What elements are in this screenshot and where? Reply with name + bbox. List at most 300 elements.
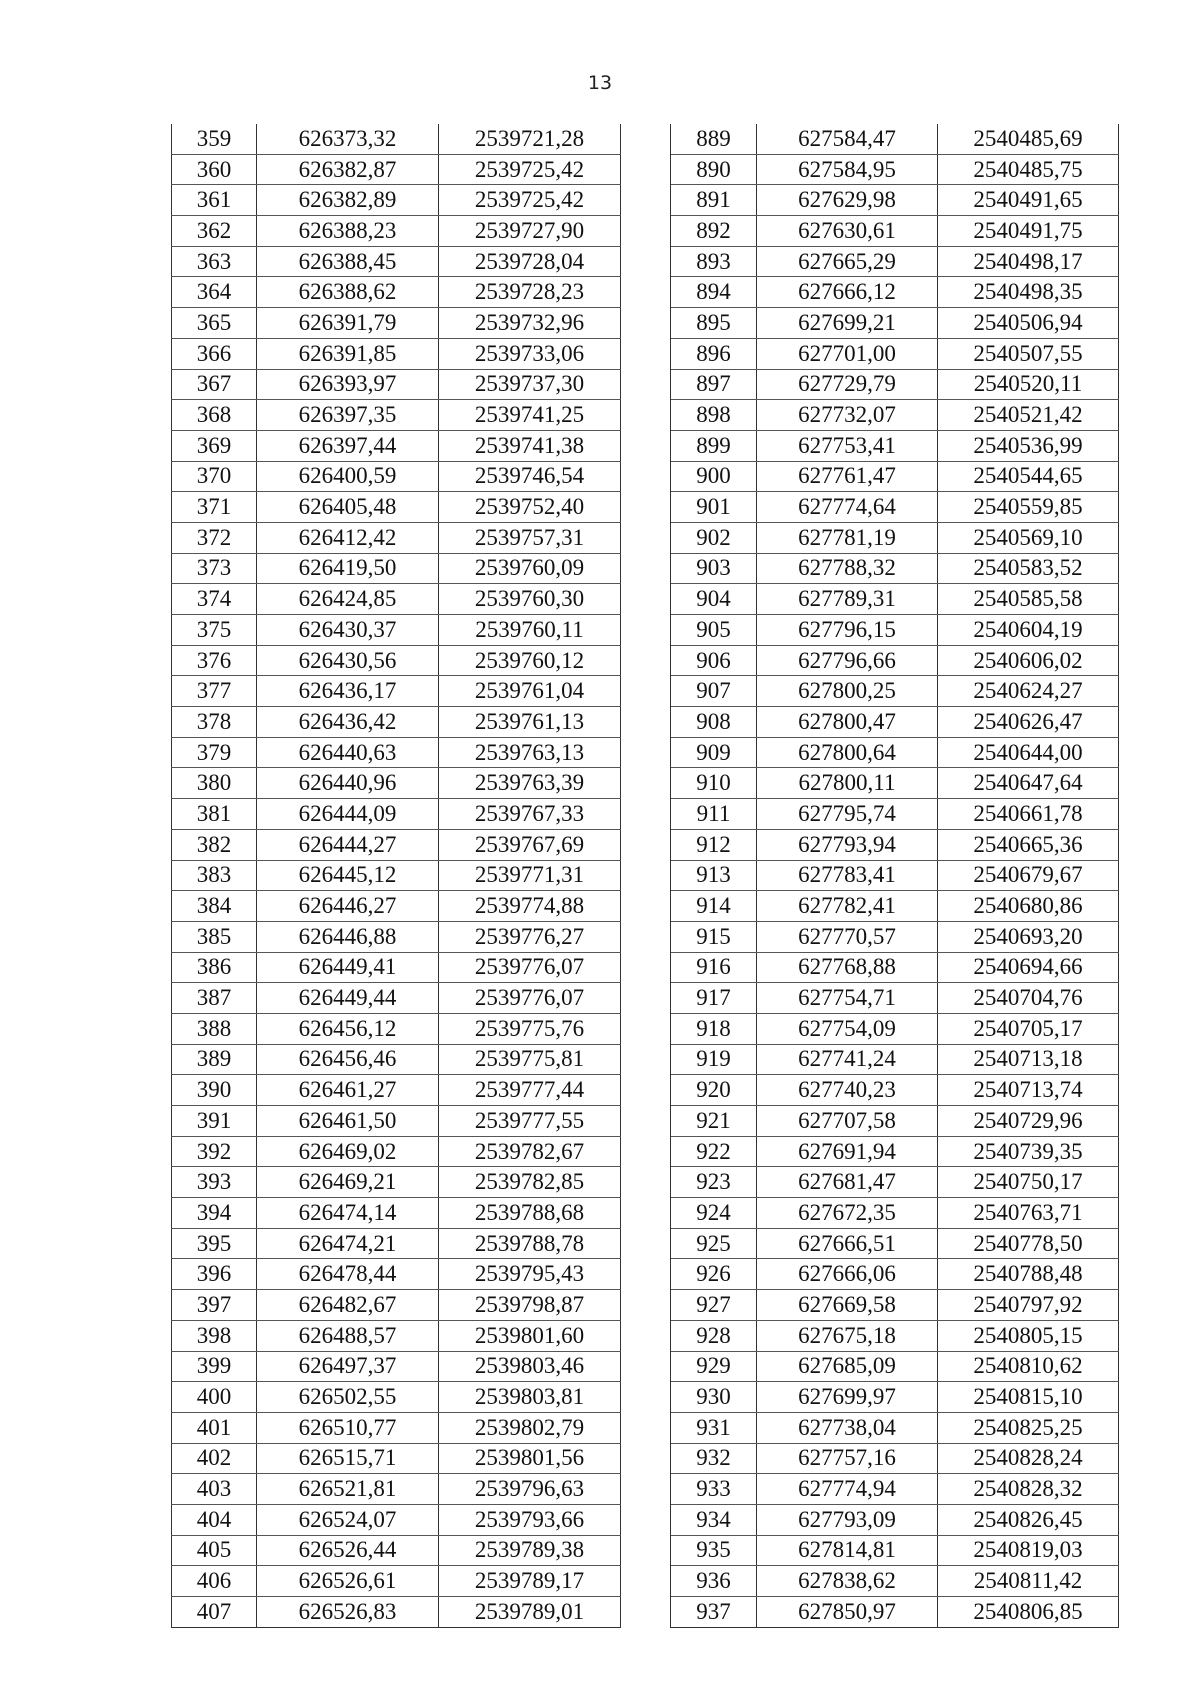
right-y-coordinate: 2540805,15 [938, 1320, 1119, 1351]
left-x-coordinate: 626393,97 [257, 369, 439, 400]
right-point-number: 937 [671, 1597, 757, 1628]
table-row [172, 154, 1119, 185]
column-gap [621, 553, 671, 584]
right-x-coordinate: 627666,51 [757, 1228, 938, 1259]
right-point-number: 934 [671, 1504, 757, 1535]
right-y-coordinate: 2540680,86 [938, 891, 1119, 922]
left-y-coordinate: 2539788,78 [439, 1228, 621, 1259]
table-row [172, 522, 1119, 553]
left-point-number: 386 [172, 952, 257, 983]
table-row [172, 277, 1119, 308]
left-y-coordinate: 2539782,85 [439, 1167, 621, 1198]
left-x-coordinate: 626419,50 [257, 553, 439, 584]
right-point-number: 921 [671, 1106, 757, 1137]
left-point-number: 369 [172, 430, 257, 461]
left-point-number: 359 [172, 124, 257, 154]
table-row [172, 615, 1119, 646]
left-x-coordinate: 626446,88 [257, 921, 439, 952]
left-point-number: 370 [172, 461, 257, 492]
column-gap [621, 124, 671, 154]
right-point-number: 895 [671, 308, 757, 339]
left-point-number: 399 [172, 1351, 257, 1382]
left-y-coordinate: 2539789,38 [439, 1535, 621, 1566]
table-row [172, 553, 1119, 584]
right-x-coordinate: 627584,47 [757, 124, 938, 154]
table-row [172, 216, 1119, 247]
column-gap [621, 154, 671, 185]
column-gap [621, 1044, 671, 1075]
table-row [172, 737, 1119, 768]
right-y-coordinate: 2540788,48 [938, 1259, 1119, 1290]
right-x-coordinate: 627681,47 [757, 1167, 938, 1198]
left-y-coordinate: 2539788,68 [439, 1198, 621, 1229]
left-x-coordinate: 626445,12 [257, 860, 439, 891]
column-gap [621, 1198, 671, 1229]
column-gap [621, 308, 671, 339]
table-row [172, 1474, 1119, 1505]
left-point-number: 376 [172, 645, 257, 676]
left-point-number: 365 [172, 308, 257, 339]
right-point-number: 925 [671, 1228, 757, 1259]
right-point-number: 906 [671, 645, 757, 676]
column-gap [621, 1106, 671, 1137]
left-x-coordinate: 626391,79 [257, 308, 439, 339]
left-x-coordinate: 626469,02 [257, 1136, 439, 1167]
right-x-coordinate: 627788,32 [757, 553, 938, 584]
left-y-coordinate: 2539789,17 [439, 1566, 621, 1597]
column-gap [621, 1228, 671, 1259]
coordinates-table-body [172, 124, 1119, 1627]
left-x-coordinate: 626424,85 [257, 584, 439, 615]
right-point-number: 911 [671, 799, 757, 830]
left-x-coordinate: 626436,42 [257, 707, 439, 738]
right-x-coordinate: 627691,94 [757, 1136, 938, 1167]
right-point-number: 894 [671, 277, 757, 308]
right-point-number: 901 [671, 492, 757, 523]
left-y-coordinate: 2539795,43 [439, 1259, 621, 1290]
table-row [172, 1382, 1119, 1413]
left-point-number: 392 [172, 1136, 257, 1167]
left-y-coordinate: 2539760,09 [439, 553, 621, 584]
right-point-number: 915 [671, 921, 757, 952]
right-y-coordinate: 2540693,20 [938, 921, 1119, 952]
right-x-coordinate: 627665,29 [757, 246, 938, 277]
left-point-number: 363 [172, 246, 257, 277]
right-x-coordinate: 627814,81 [757, 1535, 938, 1566]
left-y-coordinate: 2539777,44 [439, 1075, 621, 1106]
left-x-coordinate: 626373,32 [257, 124, 439, 154]
left-x-coordinate: 626456,46 [257, 1044, 439, 1075]
left-point-number: 360 [172, 154, 257, 185]
right-point-number: 923 [671, 1167, 757, 1198]
right-point-number: 890 [671, 154, 757, 185]
right-point-number: 891 [671, 185, 757, 216]
column-gap [621, 1597, 671, 1628]
column-gap [621, 1167, 671, 1198]
left-y-coordinate: 2539727,90 [439, 216, 621, 247]
right-x-coordinate: 627675,18 [757, 1320, 938, 1351]
left-x-coordinate: 626510,77 [257, 1412, 439, 1443]
left-point-number: 391 [172, 1106, 257, 1137]
column-gap [621, 1443, 671, 1474]
left-point-number: 378 [172, 707, 257, 738]
table-row [172, 768, 1119, 799]
right-y-coordinate: 2540694,66 [938, 952, 1119, 983]
right-x-coordinate: 627729,79 [757, 369, 938, 400]
left-y-coordinate: 2539798,87 [439, 1290, 621, 1321]
left-x-coordinate: 626461,50 [257, 1106, 439, 1137]
table-row [172, 308, 1119, 339]
left-y-coordinate: 2539746,54 [439, 461, 621, 492]
right-y-coordinate: 2540811,42 [938, 1566, 1119, 1597]
table-row [172, 461, 1119, 492]
left-x-coordinate: 626482,67 [257, 1290, 439, 1321]
table-row [172, 952, 1119, 983]
left-x-coordinate: 626400,59 [257, 461, 439, 492]
left-point-number: 395 [172, 1228, 257, 1259]
coordinates-table [171, 124, 1119, 1628]
left-y-coordinate: 2539725,42 [439, 154, 621, 185]
left-x-coordinate: 626444,09 [257, 799, 439, 830]
left-y-coordinate: 2539733,06 [439, 338, 621, 369]
left-x-coordinate: 626436,17 [257, 676, 439, 707]
right-x-coordinate: 627630,61 [757, 216, 938, 247]
left-x-coordinate: 626526,61 [257, 1566, 439, 1597]
right-x-coordinate: 627699,21 [757, 308, 938, 339]
right-point-number: 917 [671, 983, 757, 1014]
left-point-number: 403 [172, 1474, 257, 1505]
right-y-coordinate: 2540536,99 [938, 430, 1119, 461]
column-gap [621, 216, 671, 247]
column-gap [621, 707, 671, 738]
right-point-number: 910 [671, 768, 757, 799]
left-point-number: 389 [172, 1044, 257, 1075]
left-x-coordinate: 626430,56 [257, 645, 439, 676]
right-point-number: 928 [671, 1320, 757, 1351]
table-row [172, 1106, 1119, 1137]
left-point-number: 381 [172, 799, 257, 830]
left-x-coordinate: 626391,85 [257, 338, 439, 369]
right-x-coordinate: 627800,47 [757, 707, 938, 738]
left-x-coordinate: 626526,44 [257, 1535, 439, 1566]
left-y-coordinate: 2539793,66 [439, 1504, 621, 1535]
right-y-coordinate: 2540606,02 [938, 645, 1119, 676]
column-gap [621, 768, 671, 799]
left-x-coordinate: 626449,41 [257, 952, 439, 983]
right-y-coordinate: 2540498,17 [938, 246, 1119, 277]
left-y-coordinate: 2539767,33 [439, 799, 621, 830]
column-gap [621, 461, 671, 492]
right-y-coordinate: 2540626,47 [938, 707, 1119, 738]
right-point-number: 909 [671, 737, 757, 768]
left-x-coordinate: 626382,89 [257, 185, 439, 216]
left-point-number: 390 [172, 1075, 257, 1106]
right-point-number: 935 [671, 1535, 757, 1566]
left-point-number: 375 [172, 615, 257, 646]
left-y-coordinate: 2539728,04 [439, 246, 621, 277]
column-gap [621, 246, 671, 277]
column-gap [621, 185, 671, 216]
right-y-coordinate: 2540825,25 [938, 1412, 1119, 1443]
left-x-coordinate: 626461,27 [257, 1075, 439, 1106]
left-y-coordinate: 2539763,39 [439, 768, 621, 799]
right-y-coordinate: 2540569,10 [938, 522, 1119, 553]
left-point-number: 366 [172, 338, 257, 369]
right-x-coordinate: 627732,07 [757, 400, 938, 431]
left-y-coordinate: 2539803,46 [439, 1351, 621, 1382]
column-gap [621, 522, 671, 553]
right-x-coordinate: 627666,12 [757, 277, 938, 308]
right-y-coordinate: 2540679,67 [938, 860, 1119, 891]
table-row [172, 645, 1119, 676]
left-x-coordinate: 626388,45 [257, 246, 439, 277]
column-gap [621, 1566, 671, 1597]
left-y-coordinate: 2539777,55 [439, 1106, 621, 1137]
right-x-coordinate: 627707,58 [757, 1106, 938, 1137]
right-point-number: 929 [671, 1351, 757, 1382]
column-gap [621, 584, 671, 615]
column-gap [621, 645, 671, 676]
right-y-coordinate: 2540704,76 [938, 983, 1119, 1014]
left-point-number: 367 [172, 369, 257, 400]
column-gap [621, 952, 671, 983]
left-y-coordinate: 2539757,31 [439, 522, 621, 553]
left-y-coordinate: 2539737,30 [439, 369, 621, 400]
left-x-coordinate: 626515,71 [257, 1443, 439, 1474]
left-point-number: 401 [172, 1412, 257, 1443]
right-y-coordinate: 2540485,75 [938, 154, 1119, 185]
left-y-coordinate: 2539732,96 [439, 308, 621, 339]
column-gap [621, 615, 671, 646]
right-x-coordinate: 627850,97 [757, 1597, 938, 1628]
right-x-coordinate: 627754,71 [757, 983, 938, 1014]
right-y-coordinate: 2540521,42 [938, 400, 1119, 431]
right-y-coordinate: 2540778,50 [938, 1228, 1119, 1259]
table-row [172, 1504, 1119, 1535]
right-point-number: 903 [671, 553, 757, 584]
left-point-number: 377 [172, 676, 257, 707]
left-x-coordinate: 626444,27 [257, 829, 439, 860]
left-y-coordinate: 2539776,07 [439, 983, 621, 1014]
left-y-coordinate: 2539776,07 [439, 952, 621, 983]
right-x-coordinate: 627796,66 [757, 645, 938, 676]
right-point-number: 912 [671, 829, 757, 860]
left-point-number: 402 [172, 1443, 257, 1474]
table-row [172, 860, 1119, 891]
table-row [172, 1566, 1119, 1597]
right-y-coordinate: 2540763,71 [938, 1198, 1119, 1229]
right-x-coordinate: 627754,09 [757, 1013, 938, 1044]
right-y-coordinate: 2540806,85 [938, 1597, 1119, 1628]
left-y-coordinate: 2539802,79 [439, 1412, 621, 1443]
column-gap [621, 1382, 671, 1413]
right-y-coordinate: 2540491,75 [938, 216, 1119, 247]
left-x-coordinate: 626474,14 [257, 1198, 439, 1229]
left-point-number: 400 [172, 1382, 257, 1413]
table-row [172, 185, 1119, 216]
right-x-coordinate: 627757,16 [757, 1443, 938, 1474]
right-point-number: 927 [671, 1290, 757, 1321]
right-point-number: 933 [671, 1474, 757, 1505]
right-x-coordinate: 627793,09 [757, 1504, 938, 1535]
right-x-coordinate: 627774,94 [757, 1474, 938, 1505]
table-row [172, 369, 1119, 400]
column-gap [621, 1013, 671, 1044]
right-point-number: 920 [671, 1075, 757, 1106]
left-point-number: 374 [172, 584, 257, 615]
table-row [172, 338, 1119, 369]
left-point-number: 393 [172, 1167, 257, 1198]
right-point-number: 898 [671, 400, 757, 431]
left-y-coordinate: 2539760,12 [439, 645, 621, 676]
left-point-number: 384 [172, 891, 257, 922]
column-gap [621, 1535, 671, 1566]
table-row [172, 400, 1119, 431]
table-row [172, 1136, 1119, 1167]
left-y-coordinate: 2539789,01 [439, 1597, 621, 1628]
left-x-coordinate: 626405,48 [257, 492, 439, 523]
left-point-number: 380 [172, 768, 257, 799]
left-point-number: 373 [172, 553, 257, 584]
right-x-coordinate: 627699,97 [757, 1382, 938, 1413]
right-x-coordinate: 627781,19 [757, 522, 938, 553]
right-point-number: 924 [671, 1198, 757, 1229]
column-gap [621, 1290, 671, 1321]
right-x-coordinate: 627740,23 [757, 1075, 938, 1106]
table-row [172, 1290, 1119, 1321]
left-point-number: 383 [172, 860, 257, 891]
right-point-number: 889 [671, 124, 757, 154]
right-y-coordinate: 2540644,00 [938, 737, 1119, 768]
left-point-number: 368 [172, 400, 257, 431]
column-gap [621, 737, 671, 768]
right-point-number: 919 [671, 1044, 757, 1075]
right-x-coordinate: 627793,94 [757, 829, 938, 860]
right-x-coordinate: 627800,11 [757, 768, 938, 799]
right-x-coordinate: 627584,95 [757, 154, 938, 185]
right-x-coordinate: 627782,41 [757, 891, 938, 922]
left-x-coordinate: 626502,55 [257, 1382, 439, 1413]
table-row [172, 891, 1119, 922]
right-x-coordinate: 627796,15 [757, 615, 938, 646]
left-y-coordinate: 2539801,60 [439, 1320, 621, 1351]
column-gap [621, 492, 671, 523]
right-x-coordinate: 627741,24 [757, 1044, 938, 1075]
right-y-coordinate: 2540491,65 [938, 185, 1119, 216]
column-gap [621, 1351, 671, 1382]
left-y-coordinate: 2539760,30 [439, 584, 621, 615]
left-point-number: 404 [172, 1504, 257, 1535]
right-point-number: 918 [671, 1013, 757, 1044]
table-row [172, 707, 1119, 738]
right-y-coordinate: 2540544,65 [938, 461, 1119, 492]
right-point-number: 905 [671, 615, 757, 646]
left-x-coordinate: 626397,44 [257, 430, 439, 461]
left-y-coordinate: 2539761,13 [439, 707, 621, 738]
right-x-coordinate: 627629,98 [757, 185, 938, 216]
right-x-coordinate: 627789,31 [757, 584, 938, 615]
left-point-number: 396 [172, 1259, 257, 1290]
right-y-coordinate: 2540739,35 [938, 1136, 1119, 1167]
left-point-number: 407 [172, 1597, 257, 1628]
table-row [172, 1535, 1119, 1566]
table-row [172, 1351, 1119, 1382]
left-y-coordinate: 2539760,11 [439, 615, 621, 646]
right-x-coordinate: 627666,06 [757, 1259, 938, 1290]
left-x-coordinate: 626524,07 [257, 1504, 439, 1535]
left-y-coordinate: 2539741,25 [439, 400, 621, 431]
right-y-coordinate: 2540819,03 [938, 1535, 1119, 1566]
left-x-coordinate: 626382,87 [257, 154, 439, 185]
column-gap [621, 430, 671, 461]
table-row [172, 584, 1119, 615]
column-gap [621, 829, 671, 860]
column-gap [621, 799, 671, 830]
right-point-number: 907 [671, 676, 757, 707]
left-y-coordinate: 2539775,81 [439, 1044, 621, 1075]
right-point-number: 900 [671, 461, 757, 492]
right-x-coordinate: 627838,62 [757, 1566, 938, 1597]
right-y-coordinate: 2540485,69 [938, 124, 1119, 154]
table-row [172, 246, 1119, 277]
left-point-number: 382 [172, 829, 257, 860]
right-point-number: 914 [671, 891, 757, 922]
column-gap [621, 1412, 671, 1443]
left-x-coordinate: 626478,44 [257, 1259, 439, 1290]
left-x-coordinate: 626474,21 [257, 1228, 439, 1259]
left-point-number: 388 [172, 1013, 257, 1044]
left-x-coordinate: 626497,37 [257, 1351, 439, 1382]
table-row [172, 676, 1119, 707]
table-row [172, 1412, 1119, 1443]
right-point-number: 902 [671, 522, 757, 553]
table-row [172, 1443, 1119, 1474]
right-point-number: 892 [671, 216, 757, 247]
page-number: 13 [587, 72, 613, 94]
column-gap [621, 676, 671, 707]
left-y-coordinate: 2539721,28 [439, 124, 621, 154]
column-gap [621, 1259, 671, 1290]
column-gap [621, 921, 671, 952]
table-row [172, 1075, 1119, 1106]
left-y-coordinate: 2539801,56 [439, 1443, 621, 1474]
column-gap [621, 891, 671, 922]
left-y-coordinate: 2539763,13 [439, 737, 621, 768]
left-point-number: 397 [172, 1290, 257, 1321]
left-x-coordinate: 626397,35 [257, 400, 439, 431]
left-point-number: 406 [172, 1566, 257, 1597]
left-point-number: 398 [172, 1320, 257, 1351]
left-point-number: 387 [172, 983, 257, 1014]
right-y-coordinate: 2540520,11 [938, 369, 1119, 400]
right-y-coordinate: 2540705,17 [938, 1013, 1119, 1044]
right-y-coordinate: 2540624,27 [938, 676, 1119, 707]
table-row [172, 1320, 1119, 1351]
right-point-number: 913 [671, 860, 757, 891]
right-x-coordinate: 627768,88 [757, 952, 938, 983]
right-point-number: 926 [671, 1259, 757, 1290]
right-point-number: 899 [671, 430, 757, 461]
column-gap [621, 1136, 671, 1167]
right-y-coordinate: 2540559,85 [938, 492, 1119, 523]
right-y-coordinate: 2540661,78 [938, 799, 1119, 830]
left-y-coordinate: 2539796,63 [439, 1474, 621, 1505]
left-y-coordinate: 2539771,31 [439, 860, 621, 891]
table-row [172, 492, 1119, 523]
left-y-coordinate: 2539782,67 [439, 1136, 621, 1167]
left-point-number: 394 [172, 1198, 257, 1229]
right-x-coordinate: 627672,35 [757, 1198, 938, 1229]
